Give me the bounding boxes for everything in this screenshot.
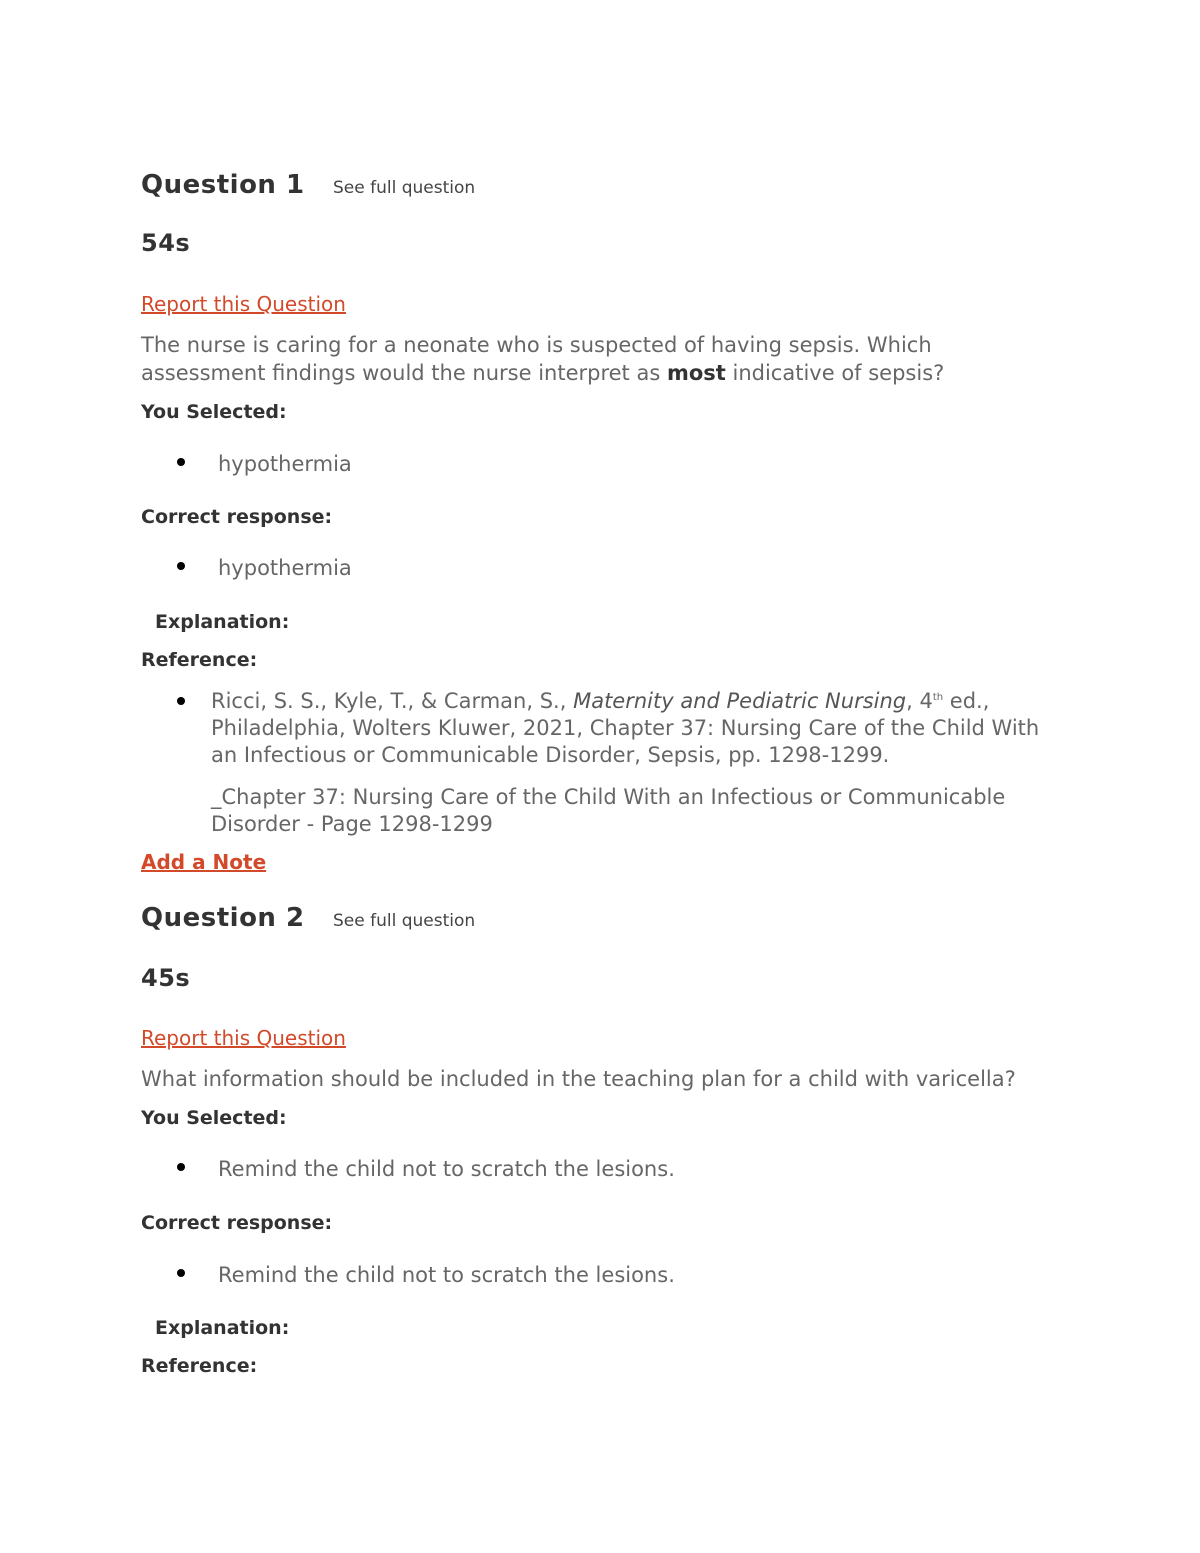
reference-citation-1: Ricci, S. S., Kyle, T., & Carman, S., Maternity and Pediatric Nursing, 4th ed., Philadelphia, Wolters Kluwer, 2021, Chapter 37: Nursing Care of the Child With an Infectious or Communicable Disorder, Sepsis, pp. 1298-1299. xyxy=(211,689,1040,767)
reference-label-2: Reference: xyxy=(141,1355,258,1377)
report-question-link-1[interactable]: Report this Question xyxy=(141,292,346,316)
bullet xyxy=(177,1163,185,1171)
explanation-label-1: Explanation: xyxy=(155,611,290,633)
reference-chapter-1: _Chapter 37: Nursing Care of the Child With an Infectious or Communicable Disorder - Page 1298-1299 xyxy=(211,785,1006,836)
bullet xyxy=(177,458,185,466)
bullet xyxy=(177,1269,185,1277)
correct-response-label-1: Correct response: xyxy=(141,506,333,528)
report-question-link-2[interactable]: Report this Question xyxy=(141,1026,346,1050)
add-note-link[interactable]: Add a Note xyxy=(141,850,267,874)
see-full-question-link-2[interactable]: See full question xyxy=(333,911,476,931)
bullet xyxy=(177,562,185,570)
question-1-text: The nurse is caring for a neonate who is suspected of having sepsis. Which assessment findings would the nurse interpret as most indicative of sepsis? xyxy=(141,333,945,385)
question-2-time: 45s xyxy=(141,964,191,992)
reference-label-1: Reference: xyxy=(141,649,258,671)
correct-response-label-2: Correct response: xyxy=(141,1212,333,1234)
correct-answer-1: hypothermia xyxy=(218,556,352,580)
question-2-text: What information should be included in the teaching plan for a child with varicella? xyxy=(141,1067,1016,1091)
you-selected-label-1: You Selected: xyxy=(141,401,287,423)
selected-answer-1: hypothermia xyxy=(218,452,352,476)
explanation-label-2: Explanation: xyxy=(155,1317,290,1339)
question-2-title: Question 2 xyxy=(141,903,305,933)
question-1-title: Question 1 xyxy=(141,170,305,200)
bullet xyxy=(177,697,185,705)
selected-answer-2: Remind the child not to scratch the lesions. xyxy=(218,1157,675,1181)
you-selected-label-2: You Selected: xyxy=(141,1107,287,1129)
see-full-question-link-1[interactable]: See full question xyxy=(333,178,476,198)
question-1-time: 54s xyxy=(141,229,191,257)
correct-answer-2: Remind the child not to scratch the lesions. xyxy=(218,1263,675,1287)
